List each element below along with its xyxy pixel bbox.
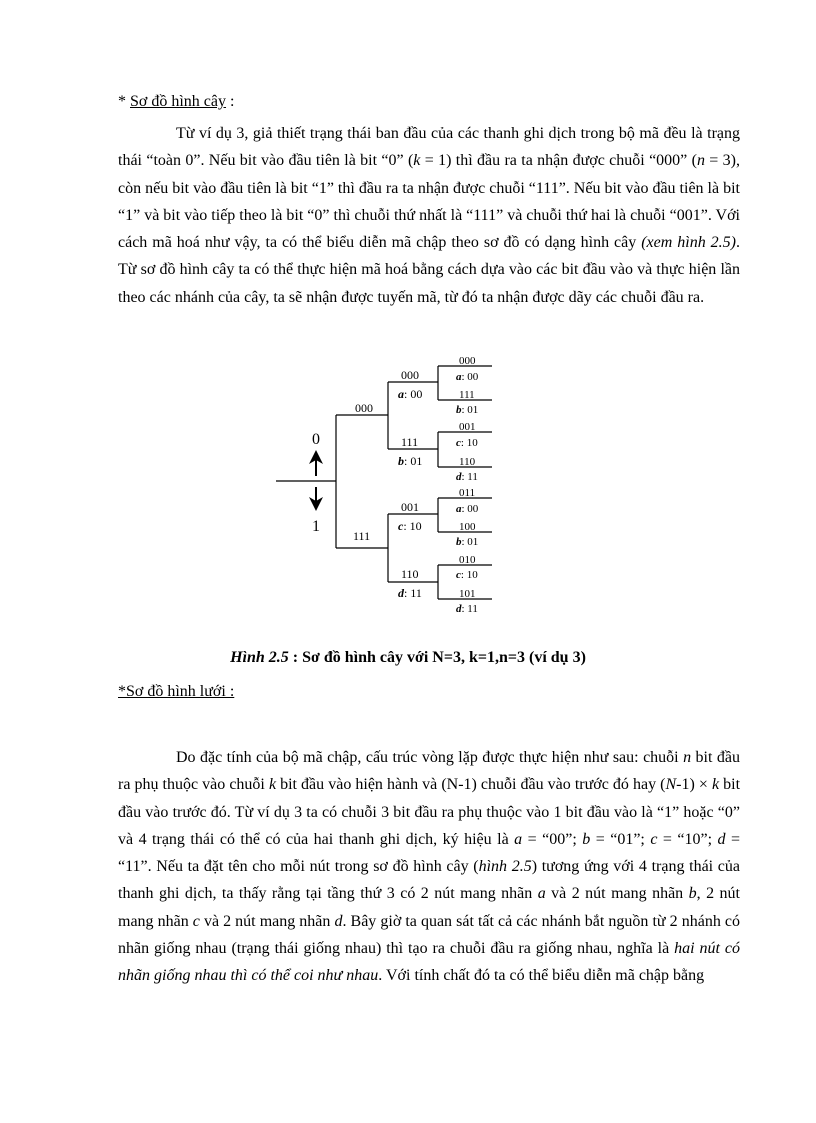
- level1-output-0: 000: [355, 401, 373, 415]
- input-0-arrow-icon: [309, 450, 323, 476]
- section-heading-tree: * Sơ đồ hình cây :: [118, 93, 235, 110]
- level1-output-1: 111: [353, 529, 371, 543]
- level2-state: d: 11: [398, 586, 422, 600]
- leaf-state: d: 11: [456, 603, 478, 615]
- leaf-output: 100: [459, 521, 476, 533]
- paragraph-trellis-intro: Do đặc tính của bộ mã chập, cấu trúc vòng lặp được thực hiện như sau: chuỗi n bit đầu ra phụ thuộc vào chuỗi k bit đầu vào hiện hành và (N-1) chuỗi đầu vào trước đó hay (N-1) × k bit đầu vào trước đó. Từ ví dụ 3 ta có chuỗi 3 bit đầu ra phụ thuộc vào 1 bit đầu vào là “1” hoặc “0” và 4 trạng thái có thể có của hai thanh ghi dịch, ký hiệu là a = “00”; b = “01”; c = “10”; d = “11”. Nếu ta đặt tên cho mỗi nút trong sơ đồ hình cây (hình 2.5) tương ứng với 4 trạng thái của thanh ghi dịch, ta thấy rằng tại tầng thứ 3 có 2 nút mang nhãn a và 2 nút mang nhãn b, 2 nút mang nhãn c và 2 nút mang nhãn d. Bây giờ ta quan sát tất cả các nhánh bắt nguồn từ 2 nhánh có nhãn giống nhau (trạng thái giống nhau) thì tạo ra chuỗi đầu ra giống nhau, nghĩa là hai nút có nhãn giống nhau thì có thể coi như nhau. Với tính chất đó ta có thể biểu diễn mã chập bằng: [118, 749, 741, 985]
- leaf-output: 001: [459, 421, 476, 433]
- input-1-label: 1: [312, 518, 320, 535]
- leaf-state: b: 01: [456, 536, 479, 548]
- leaf-state: a: 00: [456, 503, 479, 515]
- input-0-label: 0: [312, 431, 320, 448]
- section-heading-trellis: *Sơ đồ hình lưới :: [118, 683, 235, 700]
- input-1-arrow-icon: [309, 487, 323, 511]
- leaf-output: 110: [459, 456, 476, 468]
- heading-tree-title: Sơ đồ hình cây: [130, 93, 227, 110]
- level2-state: c: 10: [398, 519, 422, 533]
- figure-caption: Hình 2.5 : Sơ đồ hình cây với N=3, k=1,n=3 (ví dụ 3): [230, 649, 586, 666]
- leaf-state: c: 10: [456, 569, 478, 581]
- leaf-output: 111: [459, 389, 475, 401]
- level2-state: a: 00: [398, 387, 423, 401]
- leaf-output: 011: [459, 487, 476, 499]
- leaf-output: 101: [459, 588, 476, 600]
- level2-output: 110: [401, 567, 419, 581]
- level2-output: 000: [401, 368, 419, 382]
- level2-output: 001: [401, 500, 419, 514]
- level2-output: 111: [401, 435, 419, 449]
- paragraph-tree-intro: Từ ví dụ 3, giả thiết trạng thái ban đầu của các thanh ghi dịch trong bộ mã đều là trạng thái “toàn 0”. Nếu bit vào đầu tiên là bit “0” (k = 1) thì đầu ra ta nhận được chuỗi “000” (n = 3), còn nếu bit vào đầu tiên là bit “1” thì đầu ra ta nhận được chuỗi “111”. Nếu bit vào đầu tiên là bit “1” và bit vào tiếp theo là bit “0” thì chuỗi thứ nhất là “111” và chuỗi thứ hai là chuỗi “001”. Với cách mã hoá như vậy, ta có thể biểu diễn mã chập theo sơ đồ có dạng hình cây (xem hình 2.5). Từ sơ đồ hình cây ta có thể thực hiện mã hoá bằng cách dựa vào các bit đầu vào và thực hiện lần theo các nhánh của cây, ta sẽ nhận được tuyến mã, từ đó ta nhận được dãy các chuỗi đầu ra.: [118, 125, 741, 306]
- leaf-output: 010: [459, 554, 476, 566]
- leaf-state: d: 11: [456, 471, 478, 483]
- leaf-state: b: 01: [456, 404, 479, 416]
- leaf-state: a: 00: [456, 371, 479, 383]
- leaf-output: 000: [459, 355, 476, 367]
- leaf-state: c: 10: [456, 437, 478, 449]
- level2-state: b: 01: [398, 454, 423, 468]
